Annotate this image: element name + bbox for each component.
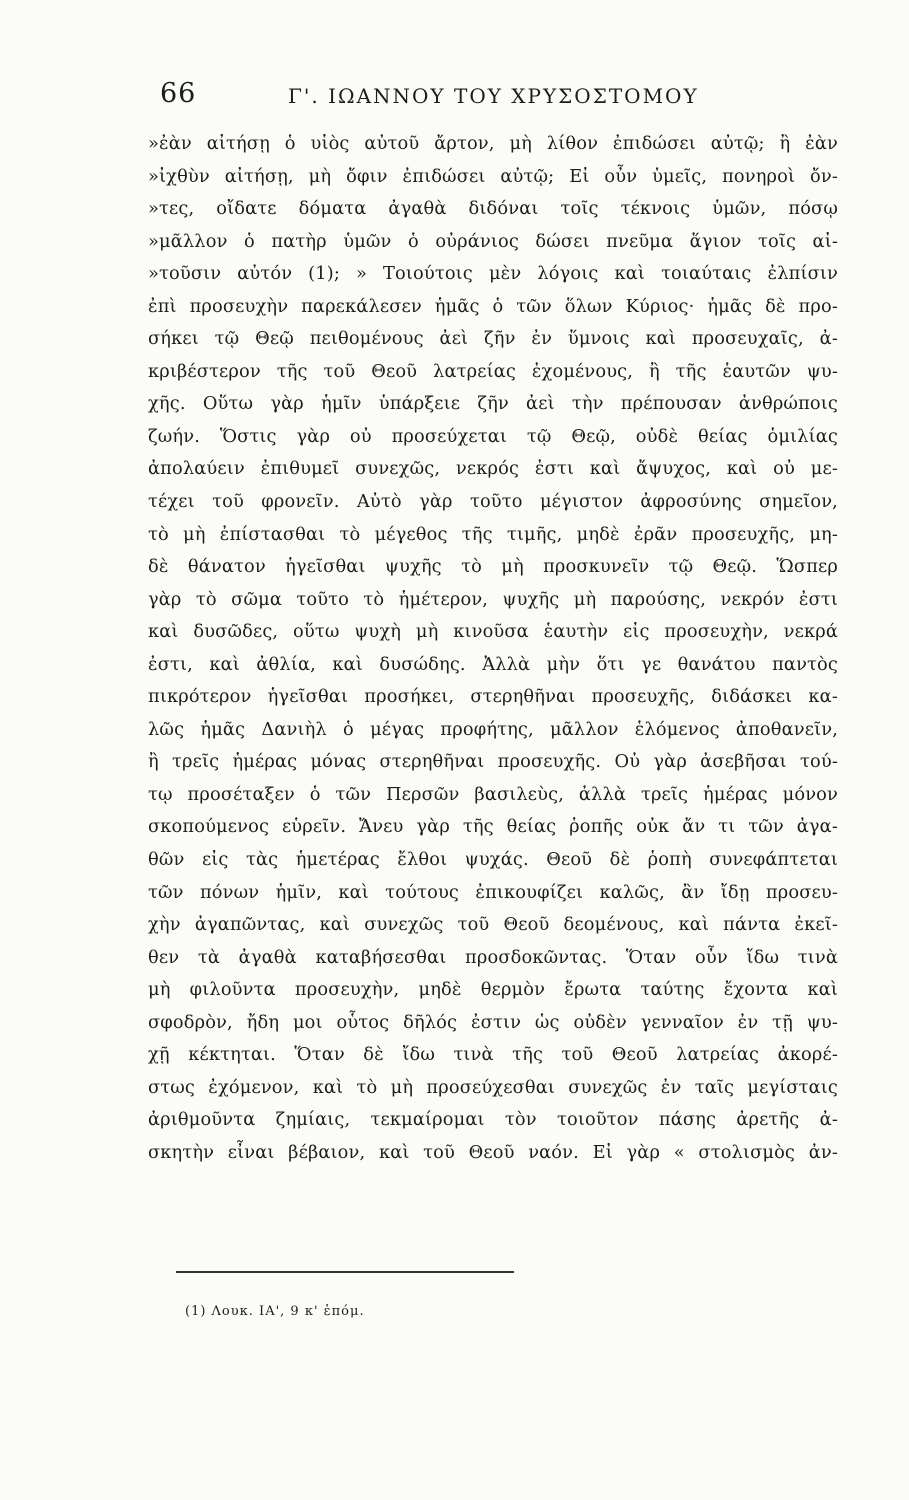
text-line: χῇ κέκτηται. Ὅταν δὲ ἴδω τινὰ τῆς τοῦ Θεοῦ λατρείας ἀκορέ- [148,1044,838,1066]
text-line: »τοῦσιν αὐτόν (1); » Τοιούτοις μὲν λόγοις καὶ τοιαύταις ἐλπίσιν [148,263,838,285]
running-head [160,78,700,118]
text-line: ἀριθμοῦντα ζημίαις, τεκμαίρομαι τὸν τοιοῦτον πάσης ἀρετῆς ἀ- [148,1109,838,1131]
footnote-rule [176,1271,514,1273]
text-line: λῶς ἡμᾶς Δανιὴλ ὁ μέγας προφήτης, μᾶλλον ἑλόμενος ἀποθανεῖν, [148,718,838,740]
text-line: δὲ θάνατον ἡγεῖσθαι ψυχῆς τὸ μὴ προσκυνεῖν τῷ Θεῷ. Ὥσπερ [148,556,838,578]
text-line: »ἰχθὺν αἰτήσῃ, μὴ ὄφιν ἐπιδώσει αὐτῷ; Εἰ οὖν ὑμεῖς, πονηροὶ ὄν- [148,165,838,187]
text-line: »μᾶλλον ὁ πατὴρ ὑμῶν ὁ οὐράνιος δώσει πνεῦμα ἅγιον τοῖς αἰ- [148,230,838,252]
text-line: »τες, οἴδατε δόματα ἀγαθὰ διδόναι τοῖς τέκνοις ὑμῶν, πόσῳ [148,198,838,220]
text-line: γὰρ τὸ σῶμα τοῦτο τὸ ἡμέτερον, ψυχῆς μὴ παρούσης, νεκρόν ἐστι [148,588,838,610]
text-line: χὴν ἀγαπῶντας, καὶ συνεχῶς τοῦ Θεοῦ δεομένους, καὶ πάντα ἐκεῖ- [148,914,838,936]
text-line: τῳ προσέταξεν ὁ τῶν Περσῶν βασιλεὺς, ἀλλὰ τρεῖς ἡμέρας μόνον [148,783,838,805]
running-title: Γ'. ΙΩΑΝΝΟΥ ΤΟΥ ΧΡΥΣΟΣΤΟΜΟΥ [288,84,699,108]
text-line: σήκει τῷ Θεῷ πειθομένους ἀεὶ ζῆν ἐν ὕμνοις καὶ προσευχαῖς, ἀ- [148,328,838,350]
text-line: τὸ μὴ ἐπίστασθαι τὸ μέγεθος τῆς τιμῆς, μηδὲ ἐρᾶν προσευχῆς, μη- [148,523,838,545]
text-line: ἢ τρεῖς ἡμέρας μόνας στερηθῆναι προσευχῆς. Οὐ γὰρ ἀσεβῆσαι τού- [148,751,838,773]
footnote: (1) Λουκ. ΙΑ', 9 κ' ἑπόμ. [185,1304,365,1319]
text-line: καὶ δυσῶδες, οὕτω ψυχὴ μὴ κινοῦσα ἑαυτὴν εἰς προσευχὴν, νεκρά [148,621,838,643]
text-line: ζωήν. Ὅστις γὰρ οὐ προσεύχεται τῷ Θεῷ, οὐδὲ θείας ὁμιλίας [148,425,838,447]
text-line: σφοδρὸν, ἤδη μοι οὗτος δῆλός ἐστιν ὡς οὐδὲν γενναῖον ἐν τῇ ψυ- [148,1011,838,1033]
text-line: τῶν πόνων ἡμῖν, καὶ τούτους ἐπικουφίζει καλῶς, ἂν ἴδῃ προσευ- [148,881,838,903]
text-line: τέχει τοῦ φρονεῖν. Αὐτὸ γὰρ τοῦτο μέγιστον ἀφροσύνης σημεῖον, [148,491,838,513]
text-line: ἐπὶ προσευχὴν παρεκάλεσεν ἡμᾶς ὁ τῶν ὅλων Κύριος· ἡμᾶς δὲ προ- [148,295,838,317]
text-line: χῆς. Οὕτω γὰρ ἡμῖν ὑπάρξειε ζῆν ἀεὶ τὴν πρέπουσαν ἀνθρώποις [148,393,838,415]
text-line: ἐστι, καὶ ἀθλία, καὶ δυσώδης. Ἀλλὰ μὴν ὅτι γε θανάτου παντὸς [148,653,838,675]
text-line: σκητὴν εἶναι βέβαιον, καὶ τοῦ Θεοῦ ναόν. Εἰ γὰρ « στολισμὸς ἀν- [148,1141,838,1163]
text-line: κριβέστερον τῆς τοῦ Θεοῦ λατρείας ἐχομένους, ἢ τῆς ἑαυτῶν ψυ- [148,360,838,382]
text-line: ἀπολαύειν ἐπιθυμεῖ συνεχῶς, νεκρός ἐστι καὶ ἄψυχος, καὶ οὐ με- [148,458,838,480]
text-line: στως ἐχόμενον, καὶ τὸ μὴ προσεύχεσθαι συνεχῶς ἐν ταῖς μεγίσταις [148,1076,838,1098]
body-text [148,128,838,1170]
text-line: θῶν εἰς τὰς ἡμετέρας ἔλθοι ψυχάς. Θεοῦ δὲ ῥοπὴ συνεφάπτεται [148,849,838,871]
text-line: πικρότερον ἡγεῖσθαι προσήκει, στερηθῆναι προσευχῆς, διδάσκει κα- [148,686,838,708]
page-number: 66 [160,78,197,109]
text-line: »ἐὰν αἰτήσῃ ὁ υἱὸς αὐτοῦ ἄρτον, μὴ λίθον ἐπιδώσει αὐτῷ; ἢ ἐὰν [148,133,838,154]
text-line: μὴ φιλοῦντα προσευχὴν, μηδὲ θερμὸν ἔρωτα ταύτης ἔχοντα καὶ [148,979,838,1001]
text-line: θεν τὰ ἀγαθὰ καταβήσεσθαι προσδοκῶντας. Ὅταν οὖν ἴδω τινὰ [148,946,838,968]
text-line: σκοπούμενος εὑρεῖν. Ἄνευ γὰρ τῆς θείας ῥοπῆς οὐκ ἄν τι τῶν ἀγα- [148,816,838,838]
